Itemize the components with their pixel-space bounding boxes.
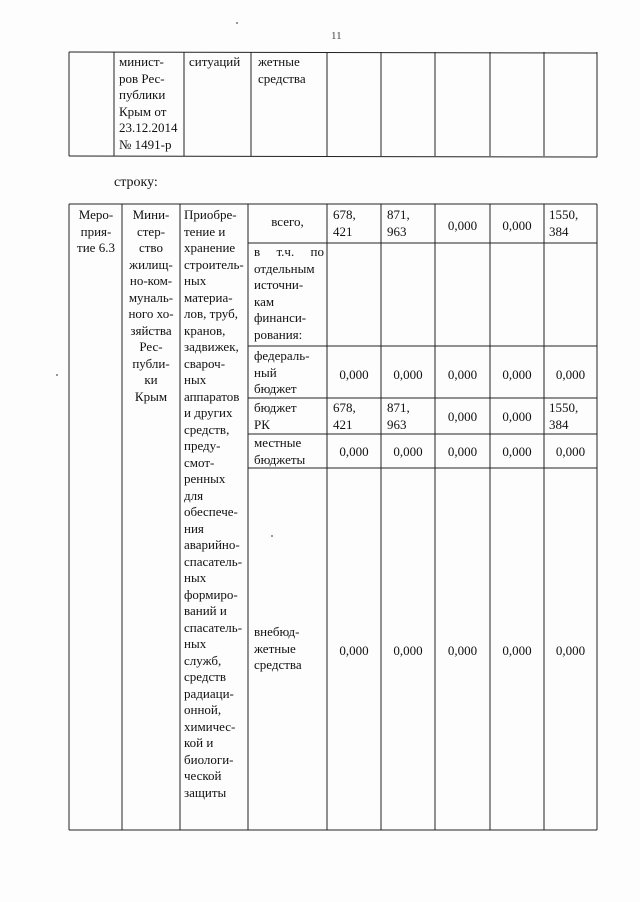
source-label-extrabudgetary: внебюд- жетные средства xyxy=(254,624,302,672)
value-federal-col3: 0,000 xyxy=(447,367,478,382)
source-label-total: всего, xyxy=(271,214,304,229)
value-federal-col5: 0,000 xyxy=(555,367,586,382)
value-extrabudgetary-col2: 0,000 xyxy=(393,643,423,658)
scan-speck xyxy=(271,535,273,537)
source-label-local: местные бюджеты xyxy=(254,435,306,467)
value-republic-col5: 1550, 384 xyxy=(549,400,579,432)
scan-speck xyxy=(56,374,58,376)
value-local-col1: 0,000 xyxy=(339,444,369,459)
value-local-col5: 0,000 xyxy=(555,444,586,459)
intro-text: строку: xyxy=(114,175,158,190)
value-total-col2: 871, 963 xyxy=(387,207,410,239)
value-extrabudgetary-col5: 0,000 xyxy=(555,643,586,658)
page-number: 11 xyxy=(331,30,342,42)
value-republic-col2: 871, 963 xyxy=(387,400,410,432)
funds-cell: жетные средства xyxy=(258,54,306,86)
value-extrabudgetary-col4: 0,000 xyxy=(502,643,532,658)
situations-cell: ситуаций xyxy=(189,54,241,69)
executor-cell: Мини- стер- ство жилищ- но-ком- муналь- ного хо- зяйства Рес- публи- ки Крым xyxy=(128,207,174,404)
value-federal-col1: 0,000 xyxy=(339,367,369,382)
source-label-republic: бюджет РК xyxy=(254,400,297,432)
source-label-federal: федераль- ный бюджет xyxy=(254,348,310,396)
activity-cell: Меро- прия- тие 6.3 xyxy=(77,207,115,255)
value-republic-col4: 0,000 xyxy=(502,409,532,424)
scan-speck xyxy=(236,22,238,24)
value-total-col3: 0,000 xyxy=(447,218,478,233)
value-extrabudgetary-col1: 0,000 xyxy=(339,643,369,658)
value-local-col3: 0,000 xyxy=(447,444,478,459)
value-total-col1: 678, 421 xyxy=(333,207,356,239)
value-local-col2: 0,000 xyxy=(393,444,423,459)
value-extrabudgetary-col3: 0,000 xyxy=(447,643,478,658)
value-republic-col1: 678, 421 xyxy=(333,400,356,432)
value-total-col5: 1550, 384 xyxy=(549,207,579,239)
source-label-breakdown: в т.ч. по отдельным источни- кам финанси- рования: xyxy=(254,244,324,342)
value-republic-col3: 0,000 xyxy=(447,409,478,424)
value-local-col4: 0,000 xyxy=(502,444,532,459)
value-total-col4: 0,000 xyxy=(502,218,532,233)
value-federal-col4: 0,000 xyxy=(502,367,532,382)
ministries-cell: минист- ров Рес- публики Крым от 23.12.2014 № 1491-р xyxy=(119,54,178,152)
value-federal-col2: 0,000 xyxy=(393,367,423,382)
description-cell: Приобре- тение и хранение строитель- ных материа- лов, труб, кранов, задвижек, свароч- ных аппаратов и других средств, преду- смот- ренных для обеспече- ния аварийно- спасатель- ных формиро- ваний и спасатель- ных служб, средств радиаци- онной, химичес- кой и биологи- ческой защиты xyxy=(184,207,244,800)
